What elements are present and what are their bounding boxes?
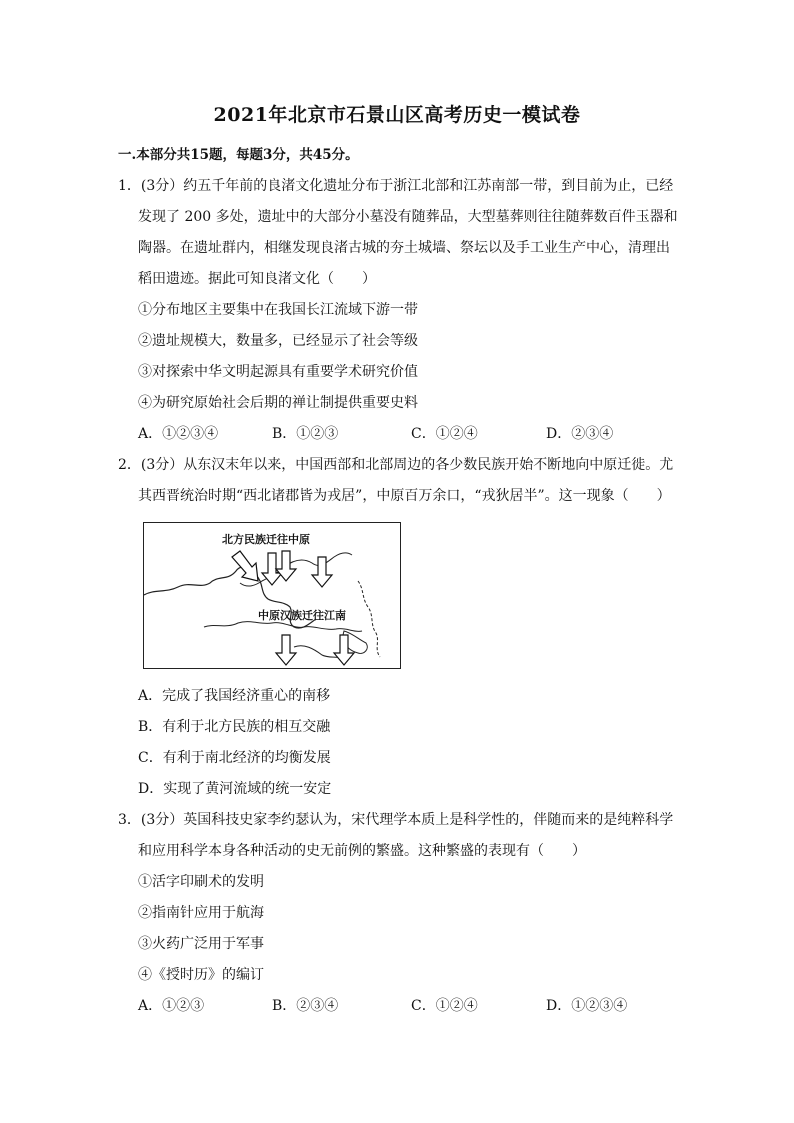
q3-item: ②指南针应用于航海 bbox=[138, 905, 264, 921]
river-line bbox=[204, 622, 362, 632]
q3-option-d[interactable]: D．①②③④ bbox=[546, 998, 628, 1014]
q2-stem-line: 2．(3分）从东汉末年以来，中国西部和北部周边的各少数民族开始不断地向中原迁徙。尤 bbox=[118, 457, 674, 473]
q1-item: ④为研究原始社会后期的禅让制提供重要史料 bbox=[138, 395, 418, 411]
arrow-icon bbox=[312, 557, 332, 587]
q3-option-c[interactable]: C．①②④ bbox=[411, 998, 478, 1014]
q2-option-c[interactable]: C．有利于南北经济的均衡发展 bbox=[138, 750, 331, 766]
q1-stem-line: 1．(3分）约五千年前的良渚文化遗址分布于浙江北部和江苏南部一带，到目前为止，已经 bbox=[118, 178, 674, 194]
q2-option-d[interactable]: D．实现了黄河流域的统一安定 bbox=[138, 781, 332, 797]
migration-map-figure bbox=[144, 523, 399, 667]
q3-option-b[interactable]: B．②③④ bbox=[272, 998, 339, 1014]
arrow-icon bbox=[232, 551, 258, 581]
q1-item: ①分布地区主要集中在我国长江流域下游一带 bbox=[138, 302, 418, 318]
q1-stem-line: 稻田遗迹。据此可知良渚文化（ ） bbox=[138, 271, 376, 287]
q3-stem-line: 3．(3分）英国科技史家李约瑟认为，宋代理学本质上是科学性的，伴随而来的是纯粹科学 bbox=[118, 812, 674, 828]
q1-stem-line: 发现了 200 多处，遗址中的大部分小墓没有随葬品，大型墓葬则往往随葬数百件玉器和 bbox=[138, 209, 678, 225]
q1-item: ②遗址规模大，数量多，已经显示了社会等级 bbox=[138, 333, 418, 349]
q1-option-b[interactable]: B．①②③ bbox=[272, 426, 339, 442]
q2-option-b[interactable]: B．有利于北方民族的相互交融 bbox=[138, 719, 331, 735]
section-heading: 一.本部分共15题，每题3分，共45分。 bbox=[118, 147, 359, 163]
coastline-east bbox=[358, 581, 380, 657]
map-label-south: 中原汉族迁往江南 bbox=[258, 609, 346, 622]
q2-option-a[interactable]: A．完成了我国经济重心的南移 bbox=[138, 688, 331, 704]
q3-stem-line: 和应用科学本身各种活动的史无前例的繁盛。这种繁盛的表现有（ ） bbox=[138, 843, 586, 859]
q1-option-c[interactable]: C．①②④ bbox=[411, 426, 478, 442]
q1-option-a[interactable]: A．①②③④ bbox=[138, 426, 219, 442]
q3-item: ①活字印刷术的发明 bbox=[138, 874, 264, 890]
page-title: 2021年北京市石景山区高考历史一模试卷 bbox=[213, 104, 581, 126]
q2-stem-line: 其西晋统治时期“西北诸郡皆为戎居”，中原百万余口，“戎狄居半”。这一现象（ ） bbox=[138, 488, 671, 504]
map-label-north: 北方民族迁往中原 bbox=[222, 533, 310, 546]
arrow-icon bbox=[276, 635, 296, 665]
q1-stem-line: 陶器。在遗址群内，相继发现良渚古城的夯土城墙、祭坛以及手工业生产中心，清理出 bbox=[138, 240, 670, 256]
q1-item: ③对探索中华文明起源具有重要学术研究价值 bbox=[138, 364, 418, 380]
migration-map bbox=[143, 522, 401, 669]
q3-option-a[interactable]: A．①②③ bbox=[138, 998, 205, 1014]
q1-option-d[interactable]: D．②③④ bbox=[546, 426, 614, 442]
q3-item: ④《授时历》的编订 bbox=[138, 967, 264, 983]
q3-item: ③火药广泛用于军事 bbox=[138, 936, 264, 952]
